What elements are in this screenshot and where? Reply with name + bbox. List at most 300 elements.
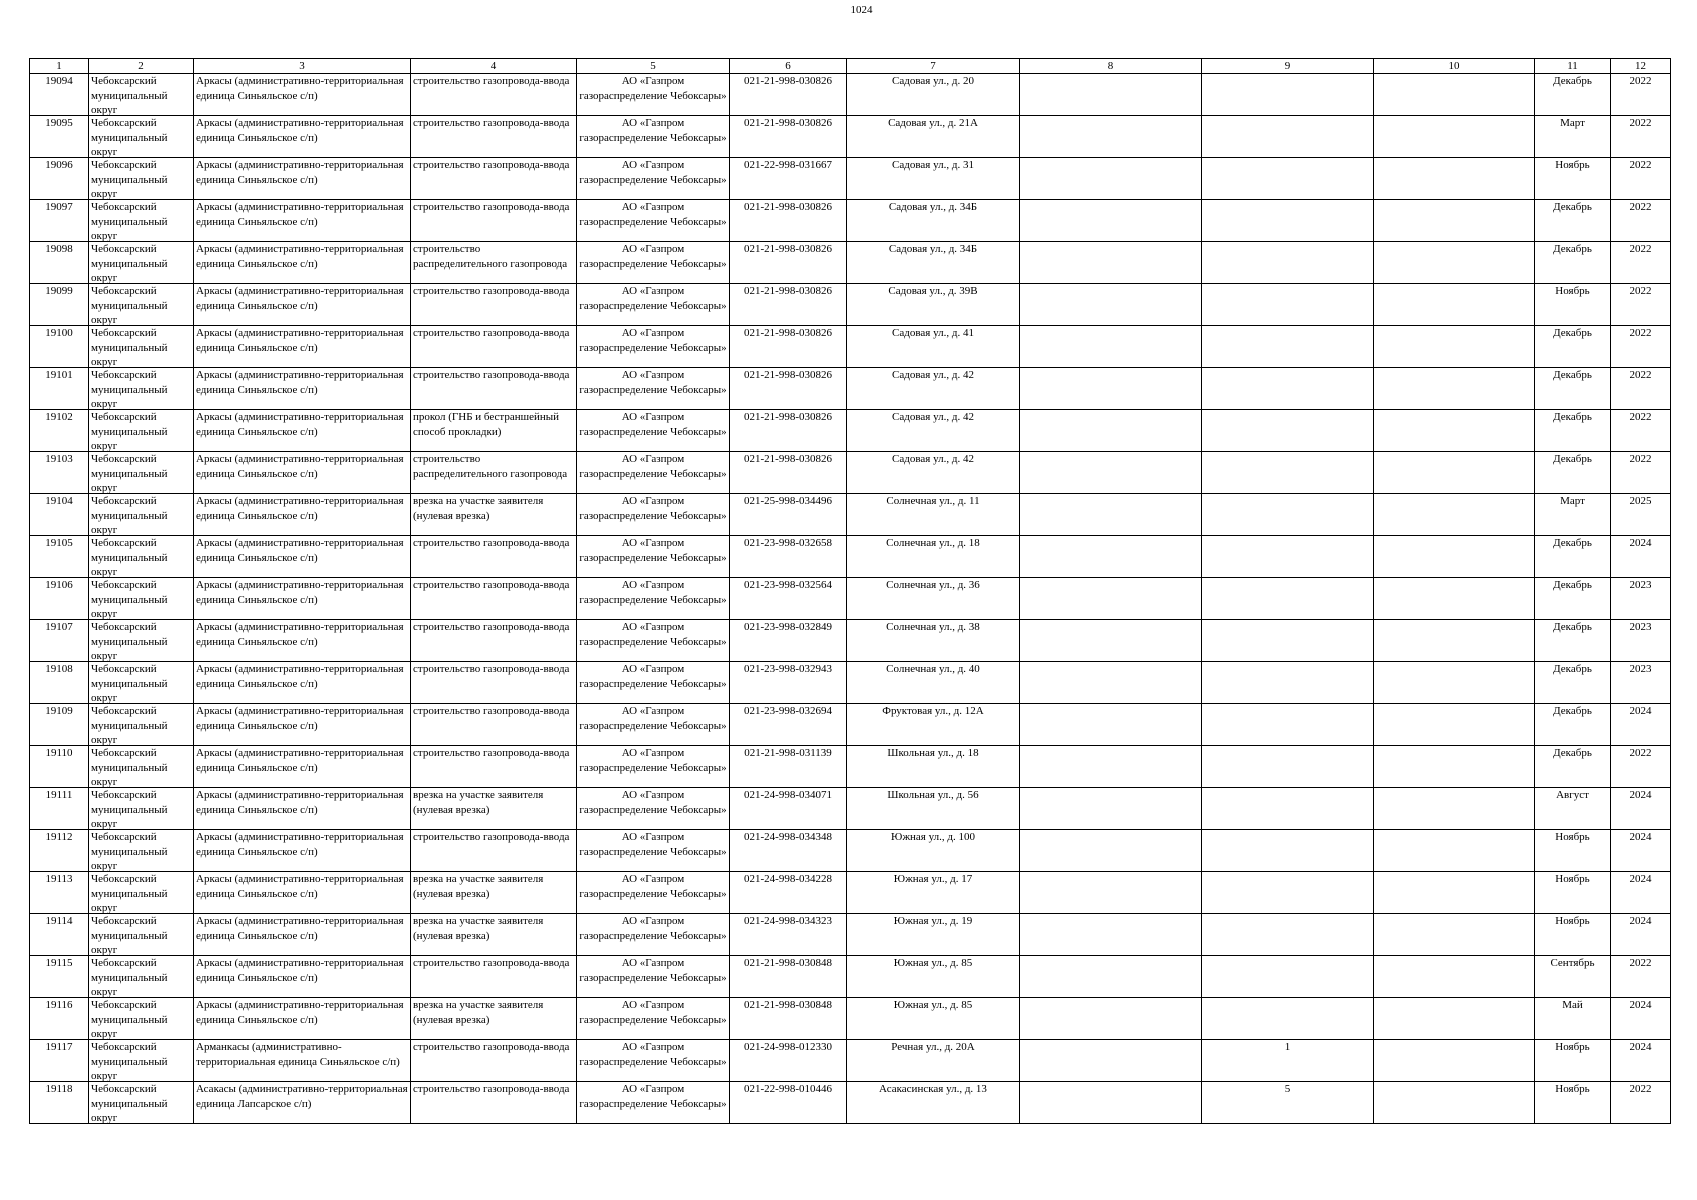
- district-cell-text: Чебоксарский муниципальный округ: [91, 1083, 168, 1123]
- column-10-cell: [1374, 284, 1535, 326]
- address-cell-text: Школьная ул., д. 56: [887, 789, 979, 801]
- year-cell: [1611, 284, 1671, 326]
- address-cell: [847, 410, 1020, 452]
- settlement-cell: [194, 578, 411, 620]
- month-cell-text: Декабрь: [1553, 453, 1592, 465]
- row-number-cell: [30, 410, 89, 452]
- settlement-cell: [194, 452, 411, 494]
- work-type-cell: [411, 284, 577, 326]
- application-code-cell-text: 021-21-998-030826: [744, 327, 832, 339]
- column-9-cell: [1202, 914, 1374, 956]
- settlement-cell-text: Аркасы (административно-территориальная единица Синьяльское с/п): [196, 831, 404, 858]
- column-10-cell: [1374, 74, 1535, 116]
- district-cell: [89, 284, 194, 326]
- application-code-cell: [730, 872, 847, 914]
- application-code-cell: [730, 788, 847, 830]
- district-cell: [89, 830, 194, 872]
- table-row: [30, 788, 1671, 830]
- organization-cell: [577, 662, 730, 704]
- address-cell: [847, 242, 1020, 284]
- month-cell: [1535, 956, 1611, 998]
- settlement-cell-text: Аркасы (административно-территориальная единица Синьяльское с/п): [196, 789, 404, 816]
- year-cell-text: 2022: [1629, 201, 1652, 213]
- organization-cell-text: АО «Газпром газораспределение Чебоксары»: [579, 915, 727, 942]
- district-cell: [89, 578, 194, 620]
- column-9-cell: [1202, 452, 1374, 494]
- organization-cell: [577, 284, 730, 326]
- column-10-cell-text: [1376, 914, 1532, 955]
- row-number-cell-text: 19094: [45, 75, 73, 87]
- organization-cell: [577, 536, 730, 578]
- column-10-cell: [1374, 914, 1535, 956]
- table-row: [30, 830, 1671, 872]
- settlement-cell-text: Аркасы (административно-территориальная единица Синьяльское с/п): [196, 75, 404, 102]
- district-cell: [89, 116, 194, 158]
- column-number-row: [30, 59, 1671, 74]
- settlement-cell: [194, 158, 411, 200]
- column-10-cell-text: [1376, 242, 1532, 283]
- year-cell: [1611, 998, 1671, 1040]
- application-code-cell-text: 021-23-998-032564: [744, 579, 832, 591]
- column-9-cell-text: [1204, 158, 1371, 199]
- month-cell: [1535, 536, 1611, 578]
- year-cell-text: 2022: [1629, 747, 1652, 759]
- work-type-cell-text: строительство газопровода-ввода: [413, 369, 570, 381]
- column-8-cell-text: [1022, 116, 1199, 157]
- row-number-cell: [30, 998, 89, 1040]
- month-cell-text: Август: [1556, 789, 1589, 801]
- settlement-cell: [194, 1082, 411, 1124]
- column-header: 1: [30, 59, 89, 74]
- settlement-cell-text: Аркасы (административно-территориальная единица Синьяльское с/п): [196, 915, 404, 942]
- column-8-cell: [1020, 284, 1202, 326]
- organization-cell-text: АО «Газпром газораспределение Чебоксары»: [579, 1083, 727, 1110]
- column-9-cell-text: [1204, 830, 1371, 871]
- address-cell: [847, 788, 1020, 830]
- application-code-cell-text: 021-23-998-032943: [744, 663, 832, 675]
- organization-cell: [577, 494, 730, 536]
- settlement-cell: [194, 326, 411, 368]
- district-cell: [89, 368, 194, 410]
- district-cell: [89, 746, 194, 788]
- district-cell-text: Чебоксарский муниципальный округ: [91, 999, 168, 1039]
- work-type-cell-text: строительство газопровода-ввода: [413, 579, 570, 591]
- column-header: 10: [1374, 59, 1535, 74]
- year-cell: [1611, 410, 1671, 452]
- application-code-cell-text: 021-21-998-030826: [744, 285, 832, 297]
- column-10-cell-text: [1376, 326, 1532, 367]
- table-row: [30, 368, 1671, 410]
- column-8-cell: [1020, 242, 1202, 284]
- column-10-cell-text: [1376, 452, 1532, 493]
- organization-cell-text: АО «Газпром газораспределение Чебоксары»: [579, 495, 727, 522]
- settlement-cell: [194, 1040, 411, 1082]
- year-cell: [1611, 494, 1671, 536]
- column-10-cell-text: [1376, 494, 1532, 535]
- column-8-cell-text: [1022, 830, 1199, 871]
- district-cell-text: Чебоксарский муниципальный округ: [91, 663, 168, 703]
- table-row: [30, 158, 1671, 200]
- year-cell: [1611, 662, 1671, 704]
- month-cell: [1535, 368, 1611, 410]
- year-cell: [1611, 1082, 1671, 1124]
- address-cell-text: Садовая ул., д. 42: [892, 453, 974, 465]
- address-cell: [847, 494, 1020, 536]
- month-cell: [1535, 158, 1611, 200]
- settlement-cell-text: Аркасы (административно-территориальная единица Синьяльское с/п): [196, 495, 404, 522]
- row-number-cell: [30, 326, 89, 368]
- column-10-cell: [1374, 452, 1535, 494]
- application-code-cell: [730, 830, 847, 872]
- application-code-cell-text: 021-21-998-030848: [744, 957, 832, 969]
- column-8-cell-text: [1022, 998, 1199, 1039]
- month-cell: [1535, 704, 1611, 746]
- table-row: [30, 704, 1671, 746]
- column-9-cell-text: [1204, 998, 1371, 1039]
- column-8-cell-text: [1022, 1082, 1199, 1123]
- year-cell-text: 2022: [1629, 117, 1652, 129]
- month-cell-text: Декабрь: [1553, 327, 1592, 339]
- table-row: [30, 998, 1671, 1040]
- organization-cell-text: АО «Газпром газораспределение Чебоксары»: [579, 117, 727, 144]
- district-cell: [89, 1040, 194, 1082]
- row-number-cell-text: 19102: [45, 411, 73, 423]
- district-cell-text: Чебоксарский муниципальный округ: [91, 243, 168, 283]
- row-number-cell-text: 19101: [45, 369, 73, 381]
- row-number-cell-text: 19097: [45, 201, 73, 213]
- row-number-cell: [30, 74, 89, 116]
- column-8-cell-text: [1022, 284, 1199, 325]
- row-number-cell-text: 19116: [45, 999, 73, 1011]
- address-cell-text: Южная ул., д. 100: [891, 831, 975, 843]
- column-8-cell: [1020, 116, 1202, 158]
- settlement-cell: [194, 998, 411, 1040]
- column-10-cell-text: [1376, 872, 1532, 913]
- table-row: [30, 620, 1671, 662]
- organization-cell-text: АО «Газпром газораспределение Чебоксары»: [579, 537, 727, 564]
- row-number-cell-text: 19107: [45, 621, 73, 633]
- column-10-cell-text: [1376, 830, 1532, 871]
- settlement-cell-text: Аркасы (административно-территориальная единица Синьяльское с/п): [196, 705, 404, 732]
- column-9-cell-text: [1204, 452, 1371, 493]
- year-cell: [1611, 578, 1671, 620]
- year-cell-text: 2022: [1629, 957, 1652, 969]
- column-8-cell: [1020, 158, 1202, 200]
- column-8-cell-text: [1022, 494, 1199, 535]
- address-cell: [847, 74, 1020, 116]
- work-type-cell: [411, 788, 577, 830]
- table-row: [30, 578, 1671, 620]
- column-10-cell-text: [1376, 662, 1532, 703]
- application-code-cell-text: 021-21-998-030826: [744, 411, 832, 423]
- year-cell-text: 2022: [1629, 1083, 1652, 1095]
- settlement-cell: [194, 284, 411, 326]
- application-code-cell: [730, 284, 847, 326]
- district-cell: [89, 536, 194, 578]
- column-9-cell-text: [1204, 662, 1371, 703]
- column-header: 9: [1202, 59, 1374, 74]
- month-cell-text: Март: [1560, 495, 1585, 507]
- column-8-cell-text: [1022, 1040, 1199, 1081]
- settlement-cell-text: Аркасы (административно-территориальная единица Синьяльское с/п): [196, 999, 404, 1026]
- year-cell-text: 2024: [1629, 831, 1652, 843]
- column-9-cell: [1202, 242, 1374, 284]
- column-10-cell: [1374, 746, 1535, 788]
- column-9-cell: [1202, 578, 1374, 620]
- work-type-cell-text: строительство газопровода-ввода: [413, 201, 570, 213]
- settlement-cell: [194, 956, 411, 998]
- organization-cell-text: АО «Газпром газораспределение Чебоксары»: [579, 873, 727, 900]
- row-number-cell: [30, 620, 89, 662]
- application-code-cell-text: 021-24-998-034323: [744, 915, 832, 927]
- month-cell: [1535, 746, 1611, 788]
- column-9-cell: [1202, 872, 1374, 914]
- work-type-cell-text: врезка на участке заявителя (нулевая врезка): [413, 873, 544, 900]
- year-cell: [1611, 956, 1671, 998]
- year-cell-text: 2023: [1629, 579, 1652, 591]
- settlement-cell: [194, 872, 411, 914]
- settlement-cell: [194, 74, 411, 116]
- month-cell-text: Ноябрь: [1555, 1083, 1590, 1095]
- settlement-cell: [194, 368, 411, 410]
- work-type-cell-text: строительство газопровода-ввода: [413, 663, 570, 675]
- district-cell: [89, 326, 194, 368]
- column-9-cell-text: [1204, 410, 1371, 451]
- year-cell-text: 2022: [1629, 75, 1652, 87]
- district-cell-text: Чебоксарский муниципальный округ: [91, 621, 168, 661]
- work-type-cell: [411, 452, 577, 494]
- month-cell-text: Ноябрь: [1555, 831, 1590, 843]
- settlement-cell-text: Асакасы (административно-территориальная единица Лапсарское с/п): [196, 1083, 408, 1110]
- month-cell: [1535, 200, 1611, 242]
- column-header: 12: [1611, 59, 1671, 74]
- column-10-cell: [1374, 410, 1535, 452]
- row-number-cell-text: 19109: [45, 705, 73, 717]
- row-number-cell-text: 19113: [45, 873, 73, 885]
- column-9-cell-text: [1204, 200, 1371, 241]
- month-cell-text: Май: [1562, 999, 1583, 1011]
- application-code-cell: [730, 200, 847, 242]
- district-cell-text: Чебоксарский муниципальный округ: [91, 117, 168, 157]
- year-cell: [1611, 74, 1671, 116]
- column-10-cell-text: [1376, 704, 1532, 745]
- district-cell-text: Чебоксарский муниципальный округ: [91, 327, 168, 367]
- address-cell-text: Южная ул., д. 19: [893, 915, 973, 927]
- column-8-cell: [1020, 368, 1202, 410]
- year-cell-text: 2024: [1629, 789, 1652, 801]
- table-row: [30, 1040, 1671, 1082]
- column-10-cell: [1374, 116, 1535, 158]
- settlement-cell: [194, 704, 411, 746]
- organization-cell: [577, 578, 730, 620]
- organization-cell-text: АО «Газпром газораспределение Чебоксары»: [579, 159, 727, 186]
- year-cell: [1611, 620, 1671, 662]
- address-cell-text: Южная ул., д. 85: [893, 999, 973, 1011]
- column-8-cell: [1020, 830, 1202, 872]
- row-number-cell: [30, 704, 89, 746]
- row-number-cell: [30, 116, 89, 158]
- row-number-cell-text: 19115: [45, 957, 73, 969]
- month-cell-text: Декабрь: [1553, 579, 1592, 591]
- year-cell-text: 2022: [1629, 243, 1652, 255]
- row-number-cell-text: 19100: [45, 327, 73, 339]
- column-10-cell-text: [1376, 788, 1532, 829]
- settlement-cell-text: Аркасы (административно-территориальная единица Синьяльское с/п): [196, 327, 404, 354]
- year-cell-text: 2023: [1629, 621, 1652, 633]
- district-cell-text: Чебоксарский муниципальный округ: [91, 285, 168, 325]
- district-cell: [89, 620, 194, 662]
- year-cell-text: 2022: [1629, 327, 1652, 339]
- district-cell-text: Чебоксарский муниципальный округ: [91, 201, 168, 241]
- column-9-cell: [1202, 74, 1374, 116]
- settlement-cell: [194, 242, 411, 284]
- organization-cell-text: АО «Газпром газораспределение Чебоксары»: [579, 453, 727, 480]
- organization-cell: [577, 74, 730, 116]
- month-cell: [1535, 410, 1611, 452]
- table-row: [30, 410, 1671, 452]
- application-code-cell: [730, 242, 847, 284]
- application-code-cell-text: 021-21-998-030826: [744, 369, 832, 381]
- column-8-cell-text: [1022, 578, 1199, 619]
- district-cell: [89, 998, 194, 1040]
- work-type-cell-text: строительство газопровода-ввода: [413, 327, 570, 339]
- column-10-cell-text: [1376, 1040, 1532, 1081]
- work-type-cell-text: строительство газопровода-ввода: [413, 957, 570, 969]
- address-cell: [847, 200, 1020, 242]
- application-code-cell-text: 021-21-998-030826: [744, 75, 832, 87]
- table-row: [30, 872, 1671, 914]
- row-number-cell: [30, 200, 89, 242]
- work-type-cell: [411, 998, 577, 1040]
- row-number-cell: [30, 830, 89, 872]
- address-cell-text: Садовая ул., д. 34Б: [888, 201, 978, 213]
- column-8-cell: [1020, 872, 1202, 914]
- column-9-cell-text: [1204, 74, 1371, 115]
- application-code-cell-text: 021-21-998-030826: [744, 243, 832, 255]
- work-type-cell: [411, 368, 577, 410]
- column-9-cell-text: [1204, 116, 1371, 157]
- year-cell: [1611, 1040, 1671, 1082]
- work-type-cell: [411, 242, 577, 284]
- address-cell-text: Солнечная ул., д. 11: [886, 495, 980, 507]
- column-10-cell: [1374, 1040, 1535, 1082]
- month-cell: [1535, 242, 1611, 284]
- column-9-cell: [1202, 326, 1374, 368]
- row-number-cell: [30, 662, 89, 704]
- column-8-cell-text: [1022, 872, 1199, 913]
- work-type-cell: [411, 662, 577, 704]
- column-10-cell-text: [1376, 284, 1532, 325]
- district-cell: [89, 494, 194, 536]
- month-cell: [1535, 494, 1611, 536]
- organization-cell-text: АО «Газпром газораспределение Чебоксары»: [579, 411, 727, 438]
- year-cell: [1611, 704, 1671, 746]
- column-9-cell: [1202, 284, 1374, 326]
- work-type-cell: [411, 74, 577, 116]
- district-cell: [89, 956, 194, 998]
- column-8-cell: [1020, 1082, 1202, 1124]
- month-cell-text: Декабрь: [1553, 75, 1592, 87]
- settlement-cell: [194, 410, 411, 452]
- address-cell-text: Асакасинская ул., д. 13: [879, 1083, 987, 1095]
- month-cell: [1535, 1040, 1611, 1082]
- column-8-cell-text: [1022, 620, 1199, 661]
- table-row: [30, 200, 1671, 242]
- year-cell-text: 2023: [1629, 663, 1652, 675]
- address-cell-text: Садовая ул., д. 39В: [888, 285, 978, 297]
- column-10-cell-text: [1376, 1082, 1532, 1123]
- column-10-cell-text: [1376, 578, 1532, 619]
- column-9-cell: [1202, 746, 1374, 788]
- year-cell: [1611, 914, 1671, 956]
- application-code-cell: [730, 1082, 847, 1124]
- application-code-cell-text: 021-21-998-031139: [744, 747, 832, 759]
- application-code-cell-text: 021-21-998-030826: [744, 117, 832, 129]
- column-header: 3: [194, 59, 411, 74]
- organization-cell: [577, 326, 730, 368]
- row-number-cell: [30, 788, 89, 830]
- district-cell-text: Чебоксарский муниципальный округ: [91, 159, 168, 199]
- application-code-cell: [730, 536, 847, 578]
- application-code-cell-text: 021-24-998-034228: [744, 873, 832, 885]
- address-cell: [847, 326, 1020, 368]
- column-9-cell: [1202, 1040, 1374, 1082]
- year-cell: [1611, 788, 1671, 830]
- column-8-cell-text: [1022, 242, 1199, 283]
- work-type-cell: [411, 578, 577, 620]
- column-9-cell-text: [1204, 620, 1371, 661]
- month-cell-text: Декабрь: [1553, 201, 1592, 213]
- column-10-cell: [1374, 578, 1535, 620]
- organization-cell-text: АО «Газпром газораспределение Чебоксары»: [579, 663, 727, 690]
- row-number-cell-text: 19105: [45, 537, 73, 549]
- column-10-cell: [1374, 1082, 1535, 1124]
- column-8-cell: [1020, 410, 1202, 452]
- work-type-cell: [411, 620, 577, 662]
- work-type-cell: [411, 830, 577, 872]
- organization-cell-text: АО «Газпром газораспределение Чебоксары»: [579, 831, 727, 858]
- work-type-cell: [411, 536, 577, 578]
- address-cell: [847, 830, 1020, 872]
- month-cell: [1535, 74, 1611, 116]
- address-cell: [847, 1082, 1020, 1124]
- row-number-cell: [30, 158, 89, 200]
- work-type-cell-text: врезка на участке заявителя (нулевая врезка): [413, 789, 544, 816]
- work-type-cell: [411, 746, 577, 788]
- column-8-cell: [1020, 956, 1202, 998]
- column-8-cell: [1020, 494, 1202, 536]
- table-body: [30, 74, 1671, 1124]
- table-header: [30, 59, 1671, 74]
- row-number-cell: [30, 536, 89, 578]
- work-type-cell: [411, 200, 577, 242]
- settlement-cell-text: Аркасы (административно-территориальная единица Синьяльское с/п): [196, 369, 404, 396]
- row-number-cell-text: 19095: [45, 117, 73, 129]
- address-cell-text: Солнечная ул., д. 40: [886, 663, 980, 675]
- column-8-cell: [1020, 578, 1202, 620]
- organization-cell-text: АО «Газпром газораспределение Чебоксары»: [579, 369, 727, 396]
- application-code-cell: [730, 494, 847, 536]
- organization-cell: [577, 704, 730, 746]
- district-cell: [89, 872, 194, 914]
- settlement-cell-text: Аркасы (административно-территориальная единица Синьяльское с/п): [196, 957, 404, 984]
- column-8-cell-text: [1022, 326, 1199, 367]
- column-10-cell-text: [1376, 536, 1532, 577]
- application-code-cell: [730, 746, 847, 788]
- organization-cell-text: АО «Газпром газораспределение Чебоксары»: [579, 621, 727, 648]
- work-type-cell-text: строительство газопровода-ввода: [413, 537, 570, 549]
- year-cell-text: 2022: [1629, 285, 1652, 297]
